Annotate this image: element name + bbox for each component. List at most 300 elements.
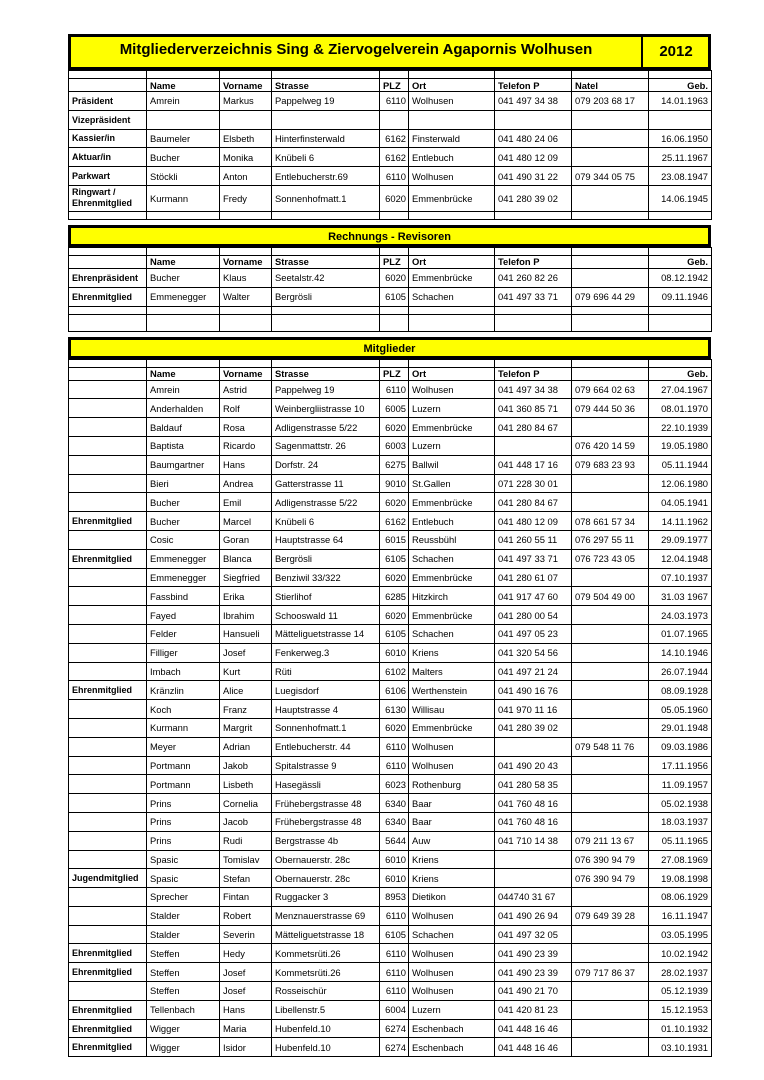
table-row — [69, 549, 712, 568]
table-row — [69, 850, 712, 869]
spacer-row — [69, 247, 712, 255]
cell-vorname: Anton — [220, 167, 272, 186]
cell-name: Steffen — [147, 982, 220, 1001]
cell-ort: Auw — [409, 831, 495, 850]
table-row — [69, 268, 712, 287]
cell-ort: Emmenbrücke — [409, 268, 495, 287]
cell-ort: Wolhusen — [409, 167, 495, 186]
cell-vorname: Stefan — [220, 869, 272, 888]
cell-vorname: Franz — [220, 700, 272, 719]
cell-name: Bucher — [147, 512, 220, 531]
cell-role: Vizepräsident — [69, 110, 147, 129]
cell-geb: 03.10.1931 — [649, 1038, 712, 1057]
cell-role — [69, 925, 147, 944]
cell-role: Ehrenmitglied — [69, 963, 147, 982]
header-vorname: Vorname — [220, 367, 272, 380]
cell-telefon: 041 760 48 16 — [495, 794, 572, 813]
cell-geb: 01.10.1932 — [649, 1019, 712, 1038]
cell-role — [69, 982, 147, 1001]
spacer-row — [69, 359, 712, 367]
cell-strasse: Sagenmattstr. 26 — [272, 436, 380, 455]
cell-name: Bucher — [147, 493, 220, 512]
cell-geb: 01.07.1965 — [649, 624, 712, 643]
cell-natel: 079 344 05 75 — [572, 167, 649, 186]
cell-plz: 6010 — [380, 643, 409, 662]
cell-strasse: Bergstrasse 4b — [272, 831, 380, 850]
cell-geb: 08.12.1942 — [649, 268, 712, 287]
cell-plz: 8953 — [380, 888, 409, 907]
cell-natel: 079 203 68 17 — [572, 92, 649, 111]
cell-natel — [572, 681, 649, 700]
cell-role — [69, 794, 147, 813]
cell-strasse: Benziwil 33/322 — [272, 568, 380, 587]
document-title: Mitgliederverzeichnis Sing & Ziervogelverein Agapornis Wolhusen — [119, 41, 593, 58]
table-row — [69, 681, 712, 700]
cell-name: Fassbind — [147, 587, 220, 606]
cell-role — [69, 718, 147, 737]
cell-natel — [572, 925, 649, 944]
cell-strasse: Frühebergstrasse 48 — [272, 794, 380, 813]
cell-plz: 6003 — [380, 436, 409, 455]
cell-telefon: 041 280 39 02 — [495, 718, 572, 737]
table-row — [69, 624, 712, 643]
table-row — [69, 944, 712, 963]
cell-strasse: Hasegässli — [272, 775, 380, 794]
cell-name: Baldauf — [147, 418, 220, 437]
cell-strasse: Ruggacker 3 — [272, 888, 380, 907]
cell-telefon: 041 497 21 24 — [495, 662, 572, 681]
cell-strasse: Hinterfinsterwald — [272, 129, 380, 148]
cell-natel — [572, 624, 649, 643]
cell-vorname: Robert — [220, 906, 272, 925]
cell-plz: 6102 — [380, 662, 409, 681]
revisoren-table — [68, 247, 712, 332]
member-directory — [68, 34, 711, 1057]
cell-plz: 6010 — [380, 869, 409, 888]
header-strasse: Strasse — [272, 367, 380, 380]
cell-vorname: Ibrahim — [220, 606, 272, 625]
cell-name: Kurmann — [147, 718, 220, 737]
cell-role — [69, 906, 147, 925]
header-strasse: Strasse — [272, 79, 380, 92]
cell-natel — [572, 775, 649, 794]
cell-telefon: 041 360 85 71 — [495, 399, 572, 418]
table-row — [69, 455, 712, 474]
cell-vorname: Maria — [220, 1019, 272, 1038]
cell-name: Koch — [147, 700, 220, 719]
cell-strasse: Weinbergliistrasse 10 — [272, 399, 380, 418]
cell-telefon: 041 280 84 67 — [495, 493, 572, 512]
cell-ort: Luzern — [409, 1000, 495, 1019]
cell-telefon: 041 280 58 35 — [495, 775, 572, 794]
cell-vorname — [220, 110, 272, 129]
cell-telefon: 041 480 12 09 — [495, 512, 572, 531]
cell-telefon: 041 490 21 70 — [495, 982, 572, 1001]
header-vorname: Vorname — [220, 79, 272, 92]
cell-telefon: 041 448 17 16 — [495, 455, 572, 474]
cell-geb: 05.02.1938 — [649, 794, 712, 813]
header-vorname: Vorname — [220, 255, 272, 268]
cell-name: Anderhalden — [147, 399, 220, 418]
table-row — [69, 418, 712, 437]
header-natel: Natel — [572, 79, 649, 92]
spacer-row — [69, 306, 712, 314]
cell-role: Jugendmitglied — [69, 869, 147, 888]
cell-vorname: Goran — [220, 530, 272, 549]
cell-strasse: Luegisdorf — [272, 681, 380, 700]
cell-geb: 09.03.1986 — [649, 737, 712, 756]
cell-name: Spasic — [147, 850, 220, 869]
document-year: 2012 — [641, 36, 709, 68]
cell-vorname: Kurt — [220, 662, 272, 681]
cell-role — [69, 418, 147, 437]
table-row — [69, 110, 712, 129]
cell-ort: Entlebuch — [409, 512, 495, 531]
cell-role: Präsident — [69, 92, 147, 111]
cell-natel — [572, 662, 649, 681]
cell-plz: 6275 — [380, 455, 409, 474]
cell-strasse: Menznauerstrasse 69 — [272, 906, 380, 925]
cell-name: Imbach — [147, 662, 220, 681]
cell-vorname: Josef — [220, 963, 272, 982]
cell-role: Ehrenmitglied — [69, 1038, 147, 1057]
cell-telefon: 041 497 05 23 — [495, 624, 572, 643]
cell-vorname: Rolf — [220, 399, 272, 418]
cell-strasse: Pappelweg 19 — [272, 92, 380, 111]
spacer-row — [69, 314, 712, 331]
cell-ort: Luzern — [409, 399, 495, 418]
cell-ort: Rothenburg — [409, 775, 495, 794]
cell-vorname: Lisbeth — [220, 775, 272, 794]
cell-natel — [572, 756, 649, 775]
cell-geb: 17.11.1956 — [649, 756, 712, 775]
cell-vorname: Isidor — [220, 1038, 272, 1057]
cell-role — [69, 455, 147, 474]
cell-strasse: Hubenfeld.10 — [272, 1038, 380, 1057]
cell-vorname: Erika — [220, 587, 272, 606]
cell-ort: Werthenstein — [409, 681, 495, 700]
cell-natel — [572, 568, 649, 587]
cell-telefon: 041 490 23 39 — [495, 944, 572, 963]
cell-ort: Entlebuch — [409, 148, 495, 167]
cell-plz: 6020 — [380, 718, 409, 737]
cell-role — [69, 700, 147, 719]
cell-vorname: Margrit — [220, 718, 272, 737]
cell-name: Baptista — [147, 436, 220, 455]
cell-geb: 31.03 1967 — [649, 587, 712, 606]
cell-natel — [572, 110, 649, 129]
table-row — [69, 129, 712, 148]
cell-natel — [572, 1038, 649, 1057]
cell-telefon: 041 710 14 38 — [495, 831, 572, 850]
cell-natel — [572, 982, 649, 1001]
cell-geb: 24.03.1973 — [649, 606, 712, 625]
cell-strasse: Sonnenhofmatt.1 — [272, 185, 380, 211]
cell-ort: Wolhusen — [409, 92, 495, 111]
cell-ort: Reussbühl — [409, 530, 495, 549]
cell-ort: St.Gallen — [409, 474, 495, 493]
cell-ort: Schachen — [409, 549, 495, 568]
header-geb: Geb. — [649, 367, 712, 380]
cell-vorname: Blanca — [220, 549, 272, 568]
cell-plz: 6274 — [380, 1038, 409, 1057]
cell-strasse: Schooswald 11 — [272, 606, 380, 625]
cell-plz: 6020 — [380, 185, 409, 211]
table-row — [69, 812, 712, 831]
cell-geb: 04.05.1941 — [649, 493, 712, 512]
table-row — [69, 831, 712, 850]
cell-role — [69, 530, 147, 549]
cell-geb: 29.01.1948 — [649, 718, 712, 737]
cell-plz: 9010 — [380, 474, 409, 493]
cell-telefon: 041 280 61 07 — [495, 568, 572, 587]
cell-name: Amrein — [147, 380, 220, 399]
cell-plz: 6004 — [380, 1000, 409, 1019]
cell-plz: 6005 — [380, 399, 409, 418]
cell-telefon: 041 280 39 02 — [495, 185, 572, 211]
cell-ort: Wolhusen — [409, 906, 495, 925]
cell-strasse: Kommetsrüti.26 — [272, 963, 380, 982]
cell-name: Stalder — [147, 906, 220, 925]
cell-telefon: 041 260 82 26 — [495, 268, 572, 287]
table-row — [69, 587, 712, 606]
cell-natel — [572, 1019, 649, 1038]
cell-role — [69, 831, 147, 850]
table-row — [69, 775, 712, 794]
table-row — [69, 493, 712, 512]
cell-geb: 16.06.1950 — [649, 129, 712, 148]
cell-ort: Emmenbrücke — [409, 568, 495, 587]
cell-ort: Wolhusen — [409, 963, 495, 982]
cell-geb: 09.11.1946 — [649, 287, 712, 306]
cell-natel — [572, 148, 649, 167]
cell-vorname: Astrid — [220, 380, 272, 399]
cell-role: Ehrenmitglied — [69, 287, 147, 306]
table-row — [69, 606, 712, 625]
cell-geb: 08.09.1928 — [649, 681, 712, 700]
cell-geb: 18.03.1937 — [649, 812, 712, 831]
cell-telefon: 041 260 55 11 — [495, 530, 572, 549]
cell-plz: 6110 — [380, 737, 409, 756]
cell-geb: 07.10.1937 — [649, 568, 712, 587]
cell-telefon: 041 497 32 05 — [495, 925, 572, 944]
table-row — [69, 287, 712, 306]
cell-name: Emmenegger — [147, 549, 220, 568]
cell-role: Ehrenmitglied — [69, 681, 147, 700]
header-row — [69, 79, 712, 92]
table-row — [69, 1038, 712, 1057]
cell-ort: Willisau — [409, 700, 495, 719]
cell-vorname: Emil — [220, 493, 272, 512]
cell-strasse: Libellenstr.5 — [272, 1000, 380, 1019]
header-plz: PLZ — [380, 255, 409, 268]
cell-strasse: Spitalstrasse 9 — [272, 756, 380, 775]
cell-natel: 079 211 13 67 — [572, 831, 649, 850]
cell-vorname: Rudi — [220, 831, 272, 850]
cell-telefon: 041 480 12 09 — [495, 148, 572, 167]
cell-name: Spasic — [147, 869, 220, 888]
mitglieder-banner — [68, 337, 711, 359]
cell-telefon: 041 490 16 76 — [495, 681, 572, 700]
cell-role: Ehrenpräsident — [69, 268, 147, 287]
table-row — [69, 982, 712, 1001]
cell-telefon: 071 228 30 01 — [495, 474, 572, 493]
cell-natel — [572, 185, 649, 211]
cell-role — [69, 888, 147, 907]
cell-ort: Hitzkirch — [409, 587, 495, 606]
cell-natel — [572, 888, 649, 907]
cell-name: Prins — [147, 794, 220, 813]
table-row — [69, 737, 712, 756]
cell-geb: 11.09.1957 — [649, 775, 712, 794]
board-table — [68, 70, 712, 220]
cell-name: Bucher — [147, 148, 220, 167]
table-row — [69, 888, 712, 907]
table-row — [69, 436, 712, 455]
cell-plz: 6285 — [380, 587, 409, 606]
cell-role: Ehrenmitglied — [69, 944, 147, 963]
cell-name: Kränzlin — [147, 681, 220, 700]
cell-plz: 6110 — [380, 906, 409, 925]
cell-natel: 076 723 43 05 — [572, 549, 649, 568]
cell-plz: 6162 — [380, 512, 409, 531]
header-name: Name — [147, 367, 220, 380]
cell-name: Prins — [147, 812, 220, 831]
cell-geb: 08.06.1929 — [649, 888, 712, 907]
table-row — [69, 925, 712, 944]
cell-plz: 6110 — [380, 380, 409, 399]
cell-strasse: Dorfstr. 24 — [272, 455, 380, 474]
table-row — [69, 92, 712, 111]
cell-natel — [572, 700, 649, 719]
cell-name: Stöckli — [147, 167, 220, 186]
cell-vorname: Monika — [220, 148, 272, 167]
cell-natel: 076 420 14 59 — [572, 436, 649, 455]
cell-name: Bucher — [147, 268, 220, 287]
cell-role — [69, 624, 147, 643]
cell-name: Filliger — [147, 643, 220, 662]
cell-natel — [572, 944, 649, 963]
cell-strasse: Stierlihof — [272, 587, 380, 606]
table-row — [69, 399, 712, 418]
cell-plz: 6130 — [380, 700, 409, 719]
cell-plz: 6274 — [380, 1019, 409, 1038]
cell-vorname: Cornelia — [220, 794, 272, 813]
cell-vorname: Severin — [220, 925, 272, 944]
cell-name — [147, 110, 220, 129]
cell-natel: 076 297 55 11 — [572, 530, 649, 549]
cell-strasse: Bergrösli — [272, 549, 380, 568]
table-row — [69, 474, 712, 493]
cell-telefon: 041 280 00 54 — [495, 606, 572, 625]
cell-telefon — [495, 869, 572, 888]
cell-natel — [572, 718, 649, 737]
cell-strasse: Hubenfeld.10 — [272, 1019, 380, 1038]
cell-role — [69, 662, 147, 681]
cell-telefon: 041 480 24 06 — [495, 129, 572, 148]
cell-name: Kurmann — [147, 185, 220, 211]
cell-role — [69, 436, 147, 455]
cell-plz — [380, 110, 409, 129]
cell-ort: Baar — [409, 794, 495, 813]
cell-vorname: Hansueli — [220, 624, 272, 643]
cell-role: Ehrenmitglied — [69, 549, 147, 568]
cell-natel — [572, 794, 649, 813]
cell-strasse: Seetalstr.42 — [272, 268, 380, 287]
cell-name: Sprecher — [147, 888, 220, 907]
cell-natel: 079 664 02 63 — [572, 380, 649, 399]
cell-telefon: 041 497 34 38 — [495, 380, 572, 399]
cell-plz: 6023 — [380, 775, 409, 794]
cell-natel — [572, 474, 649, 493]
cell-geb: 26.07.1944 — [649, 662, 712, 681]
cell-vorname: Alice — [220, 681, 272, 700]
cell-vorname: Josef — [220, 982, 272, 1001]
cell-ort: Emmenbrücke — [409, 718, 495, 737]
cell-natel — [572, 643, 649, 662]
cell-role — [69, 568, 147, 587]
cell-strasse: Hauptstrasse 4 — [272, 700, 380, 719]
cell-geb: 14.11.1962 — [649, 512, 712, 531]
cell-role — [69, 474, 147, 493]
header-name: Name — [147, 79, 220, 92]
cell-geb: 22.10.1939 — [649, 418, 712, 437]
cell-strasse: Bergrösli — [272, 287, 380, 306]
cell-name: Stalder — [147, 925, 220, 944]
cell-ort: Luzern — [409, 436, 495, 455]
header-telefon: Telefon P — [495, 367, 572, 380]
cell-plz: 6020 — [380, 568, 409, 587]
cell-geb: 05.11.1944 — [649, 455, 712, 474]
cell-telefon: 041 917 47 60 — [495, 587, 572, 606]
cell-geb: 14.01.1963 — [649, 92, 712, 111]
cell-natel: 076 390 94 79 — [572, 869, 649, 888]
cell-strasse: Hauptstrasse 64 — [272, 530, 380, 549]
cell-geb: 15.12.1953 — [649, 1000, 712, 1019]
cell-strasse: Pappelweg 19 — [272, 380, 380, 399]
header-row — [69, 367, 712, 380]
cell-geb — [649, 110, 712, 129]
cell-telefon: 041 420 81 23 — [495, 1000, 572, 1019]
cell-role — [69, 756, 147, 775]
cell-strasse: Mätteliguetstrasse 14 — [272, 624, 380, 643]
cell-name: Felder — [147, 624, 220, 643]
cell-role: Ehrenmitglied — [69, 1019, 147, 1038]
cell-telefon: 041 448 16 46 — [495, 1038, 572, 1057]
cell-role: Ehrenmitglied — [69, 1000, 147, 1019]
cell-ort: Eschenbach — [409, 1019, 495, 1038]
table-row — [69, 530, 712, 549]
cell-ort: Emmenbrücke — [409, 606, 495, 625]
cell-strasse: Entlebucherstr. 44 — [272, 737, 380, 756]
cell-geb: 19.08.1998 — [649, 869, 712, 888]
cell-ort: Kriens — [409, 643, 495, 662]
cell-ort: Schachen — [409, 624, 495, 643]
cell-role — [69, 493, 147, 512]
header-name: Name — [147, 255, 220, 268]
cell-natel — [572, 129, 649, 148]
cell-strasse — [272, 110, 380, 129]
cell-name: Baumeler — [147, 129, 220, 148]
cell-vorname: Marcel — [220, 512, 272, 531]
cell-role: Ehrenmitglied — [69, 512, 147, 531]
cell-ort: Ballwil — [409, 455, 495, 474]
cell-plz: 6020 — [380, 606, 409, 625]
cell-role — [69, 380, 147, 399]
table-row — [69, 963, 712, 982]
cell-strasse: Adligenstrasse 5/22 — [272, 418, 380, 437]
cell-plz: 6110 — [380, 92, 409, 111]
